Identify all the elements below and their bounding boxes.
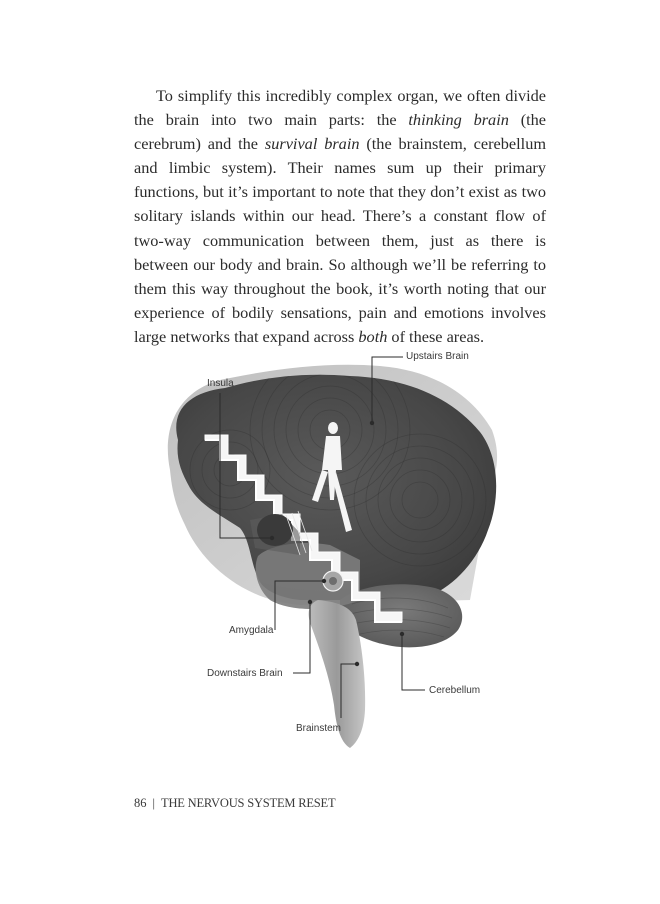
label-cerebellum: Cerebellum bbox=[429, 685, 481, 696]
label-amygdala: Amygdala bbox=[229, 625, 274, 636]
paragraph-text-3: (the brainstem, cerebellum and limbic system). Their names sum up their primary functions, but it’s important to note that they don’t exist as two solitary islands within our head. There’s a constant flow of two-way communication between them, just as there is between our body and brain. So although we’ll be referring to them this way throughout the book, it’s worth noting that our experience of bodily sensations, pain and emotions involves large networks that expand across bbox=[134, 134, 546, 346]
page-number: 86 bbox=[134, 796, 147, 810]
paragraph-text-1: To simplify this incredibly complex organ, we often divide the brain into two main parts: the bbox=[134, 86, 546, 130]
label-insula: Insula bbox=[207, 378, 234, 389]
both-emphasis: both bbox=[358, 326, 388, 346]
footer-separator: | bbox=[152, 796, 156, 810]
paragraph-text-4: of these areas. bbox=[387, 326, 485, 346]
paragraph-text-2: (the cerebrum) and the bbox=[134, 110, 547, 154]
page-footer bbox=[134, 796, 335, 811]
book-title: THE NERVOUS SYSTEM RESET bbox=[161, 796, 336, 810]
label-upstairs-brain: Upstairs Brain bbox=[406, 351, 469, 362]
label-downstairs-brain: Downstairs Brain bbox=[207, 668, 283, 679]
thinking-brain-term: thinking brain bbox=[408, 110, 509, 130]
survival-brain-term: survival brain bbox=[264, 134, 360, 154]
label-brainstem: Brainstem bbox=[296, 723, 342, 734]
